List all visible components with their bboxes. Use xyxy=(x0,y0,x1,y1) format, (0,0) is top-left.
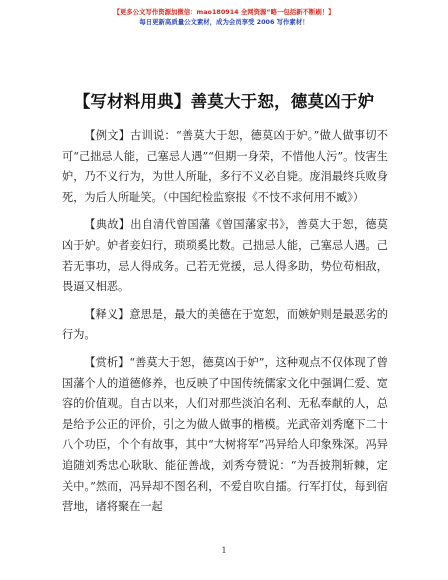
promo-banner-line-2: 每日更新高质量公文素材，成为会员享受 2006 写作素材！ xyxy=(139,18,309,26)
article-body xyxy=(62,126,388,525)
promo-banner xyxy=(0,8,448,27)
paragraph-label: 【例文】 xyxy=(84,129,131,142)
paragraph-appreciation xyxy=(62,353,388,518)
paragraph-example xyxy=(62,126,388,208)
paragraph-text: 意思是，最大的美德在于宽恕，而嫉妒则是最恶劣的行为。 xyxy=(62,307,388,342)
page-number: 1 xyxy=(221,546,227,555)
paragraph-label: 【典故】 xyxy=(84,218,131,232)
paragraph-meaning xyxy=(62,305,388,346)
paragraph-label: 【赏析】 xyxy=(84,355,130,369)
article-title: 【写材料用典】善莫大于恕，德莫凶于妒 xyxy=(73,92,375,111)
paragraph-text: 古训说：“善莫大于恕，德莫凶于妒。”做人做事切不可“己拙忌人能，己塞忌人遇”“但期一身荣，不惜他人污”。忮害生妒，乃不义行为，为世人所耻，多行不义必自毙。庞涓最终兵败身死，为后人所耻笑。（中国纪检监察报《不忮不求何用不臧》） xyxy=(62,129,388,204)
paragraph-text: “善莫大于恕，德莫凶于妒”，这种观点不仅体现了曾国藩个人的道德修养，也反映了中国传统儒家文化中强调仁爱、宽容的价值观。自古以来，人们对那些淡泊名利、无私奉献的人，总是给予公正的评价，引之为做人做事的楷模。光武帝刘秀麾下二十八个功臣，个个有故事，其中“大树将军”冯异给人印象殊深。冯异追随刘秀忠心耿耿、能征善战，刘秀夸赞说：“为吾披荆斩棘，定关中。”然而，冯异却不图名利，不爱自吹自擂。行军打仗，每到宿营地，诸将聚在一起 xyxy=(62,355,388,514)
paragraph-label: 【释义】 xyxy=(84,307,130,321)
paragraph-allusion xyxy=(62,215,388,297)
promo-banner-line-1: 【更多公文写作资源加微信：mao180914 全网资源“略一包括新不断刷！】 xyxy=(113,8,335,16)
paragraph-text: 出自清代曾国藩《曾国藩家书》，善莫大于恕，德莫凶于妒。妒者妾妇行，琐琐奚比数。己拙忌人能，己塞忌人遇。己若无事功，忌人得成务。己若无党援，忌人得多助，势位苟相敌，畏逼又相恶。 xyxy=(62,218,388,294)
